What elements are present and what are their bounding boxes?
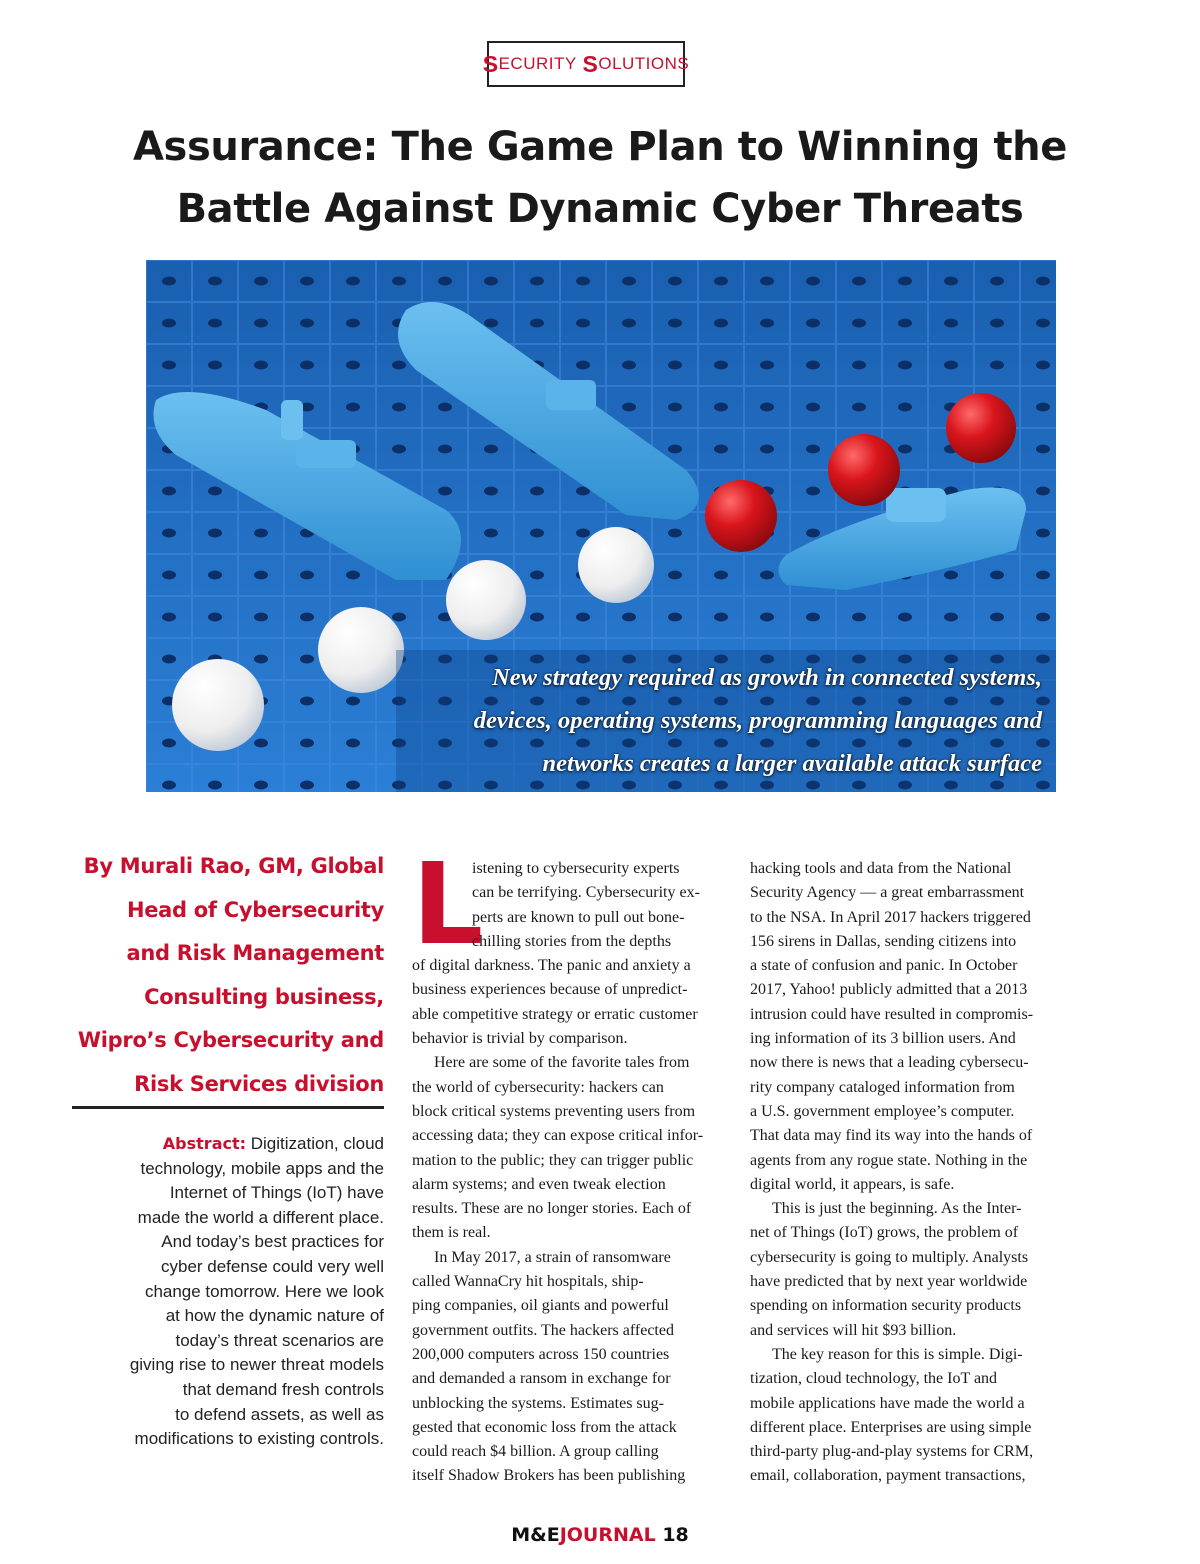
article-line: rity company cataloged information from [750, 1078, 1015, 1096]
article-line: could reach $4 billion. A group calling [412, 1443, 659, 1461]
article-line: cybersecurity is going to multiply. Analysts [750, 1248, 1029, 1266]
abstract-line: today’s threat scenarios are [175, 1330, 384, 1350]
abstract-line: Digitization, cloud [246, 1134, 384, 1153]
white-peg [578, 527, 654, 603]
article-line: now there is news that a leading cybersecu- [750, 1054, 1029, 1072]
abstract-line: cyber defense could very well [160, 1256, 384, 1276]
footer-brand: M&E [511, 1524, 560, 1546]
article-line: results. These are no longer stories. Each of [412, 1200, 692, 1218]
article-line: called WannaCry hit hospitals, ship- [412, 1273, 644, 1291]
article-line: istening to cybersecurity experts [472, 860, 680, 877]
article-line: and demanded a ransom in exchange for [412, 1370, 671, 1388]
caption-line: networks creates a larger available attack surface [542, 750, 1042, 777]
article-line: ping companies, oil giants and powerful [412, 1297, 669, 1315]
abstract-line: And today’s best practices for [161, 1232, 384, 1252]
author-byline [72, 845, 384, 1106]
article-line: email, collaboration, payment transactions, [750, 1467, 1026, 1485]
article-line: spending on information security products [750, 1297, 1022, 1315]
article-line: able competitive strategy or erratic customer [412, 1005, 698, 1023]
article-line: unblocking the systems. Estimates sug- [412, 1394, 664, 1412]
abstract-line: at how the dynamic nature of [165, 1306, 384, 1326]
article-line: government outfits. The hackers affected [412, 1321, 674, 1339]
section-tag-s2: S [582, 50, 599, 77]
abstract-line: modifications to existing controls. [134, 1429, 384, 1449]
byline-line: By Murali Rao, GM, Global [83, 854, 384, 878]
article-line: the world of cybersecurity: hackers can [412, 1078, 664, 1096]
article-line: In May 2017, a strain of ransomware [434, 1248, 671, 1266]
title-line-1: Assurance: The Game Plan to Winning the [133, 124, 1067, 170]
article-line: mation to the public; they can trigger public [412, 1151, 694, 1169]
article-line: have predicted that by next year worldwide [750, 1273, 1028, 1291]
article-line: ing information of its 3 billion users. And [750, 1030, 1016, 1048]
article-column-2 [750, 857, 1064, 1489]
article-line: intrusion could have resulted in compromis- [750, 1005, 1034, 1023]
article-line: itself Shadow Brokers has been publishing [412, 1467, 686, 1485]
article-line: This is just the beginning. As the Inter- [772, 1200, 1022, 1218]
footer-journal: JOURNAL [559, 1524, 656, 1546]
abstract-line: technology, mobile apps and the [140, 1158, 384, 1178]
article-line: 2017, Yahoo! publicly admitted that a 2013 [750, 981, 1028, 999]
article-line: The key reason for this is simple. Digi- [772, 1345, 1023, 1363]
hero-caption [342, 656, 1042, 785]
article-line: chilling stories from the depths [472, 932, 672, 950]
section-tag-s1: S [482, 50, 499, 77]
page-footer [0, 1524, 1200, 1546]
article-line: of digital darkness. The panic and anxiety a [412, 957, 691, 975]
article-line: That data may find its way into the hands of [750, 1127, 1033, 1145]
article-line: them is real. [412, 1224, 491, 1242]
byline-line: Wipro’s Cybersecurity and [77, 1028, 384, 1052]
article-line: Here are some of the favorite tales from [434, 1054, 690, 1072]
red-peg [828, 434, 900, 506]
article-line: and services will hit $93 billion. [750, 1321, 957, 1339]
abstract-label: Abstract: [162, 1134, 247, 1153]
section-tag-word2: OLUTIONS [598, 54, 690, 73]
article-column-1 [412, 840, 726, 1489]
article-line: to the NSA. In April 2017 hackers triggered [750, 908, 1031, 926]
title-line-2: Battle Against Dynamic Cyber Threats [176, 186, 1024, 232]
abstract-line: Internet of Things (IoT) have [169, 1183, 384, 1203]
caption-line: devices, operating systems, programming languages and [473, 707, 1042, 734]
article-line: a U.S. government employee’s computer. [750, 1102, 1015, 1120]
abstract-line: to defend assets, as well as [175, 1404, 384, 1424]
section-tag [482, 41, 690, 87]
page-number: 18 [662, 1524, 689, 1546]
article-line: mobile applications have made the world a [750, 1394, 1025, 1412]
abstract-line: change tomorrow. Here we look [144, 1281, 384, 1301]
byline-line: Risk Services division [134, 1071, 384, 1096]
article-line: can be terrifying. Cybersecurity ex- [472, 884, 700, 902]
article-line: a state of confusion and panic. In October [750, 957, 1018, 975]
article-line: 156 sirens in Dallas, sending citizens into [750, 932, 1017, 950]
byline-line: Head of Cybersecurity [126, 897, 384, 922]
article-line: gested that economic loss from the attack [412, 1418, 677, 1436]
hero-image [146, 260, 1056, 792]
article-line: accessing data; they can expose critical infor- [412, 1127, 704, 1145]
article-line: block critical systems preventing users from [412, 1102, 696, 1120]
drop-cap: L [412, 840, 484, 970]
article-line: net of Things (IoT) grows, the problem of [750, 1224, 1019, 1242]
article-line: Security Agency — a great embarrassment [750, 884, 1025, 902]
article-line: 200,000 computers across 150 countries [412, 1345, 670, 1363]
article-title [40, 116, 1160, 240]
article-line: behavior is trivial by comparison. [412, 1030, 628, 1048]
abstract-line: giving rise to newer threat models [129, 1355, 384, 1375]
red-peg [946, 393, 1016, 463]
white-peg [172, 659, 264, 751]
article-line: digital world, it appears, is safe. [750, 1175, 955, 1193]
article-line: hacking tools and data from the National [750, 860, 1012, 877]
article-line: perts are known to pull out bone- [472, 908, 685, 926]
article-line: alarm systems; and even tweak election [412, 1175, 666, 1193]
article-line: third-party plug-and-play systems for CRM, [750, 1443, 1034, 1461]
white-peg [446, 560, 526, 640]
byline-divider [72, 1106, 384, 1109]
byline-line: and Risk Management [126, 941, 384, 965]
byline-line: Consulting business, [144, 984, 384, 1009]
section-tag-word1: ECURITY [498, 54, 577, 73]
red-peg [705, 480, 777, 552]
article-line: tization, cloud technology, the IoT and [750, 1370, 998, 1388]
abstract-line: made the world a different place. [137, 1207, 384, 1227]
article-line: different place. Enterprises are using simple [750, 1418, 1032, 1436]
article-line: agents from any rogue state. Nothing in the [750, 1151, 1028, 1169]
abstract [72, 1132, 384, 1452]
caption-line: New strategy required as growth in connected systems, [492, 664, 1042, 691]
abstract-line: that demand fresh controls [182, 1379, 384, 1399]
article-line: business experiences because of unpredict- [412, 981, 688, 999]
